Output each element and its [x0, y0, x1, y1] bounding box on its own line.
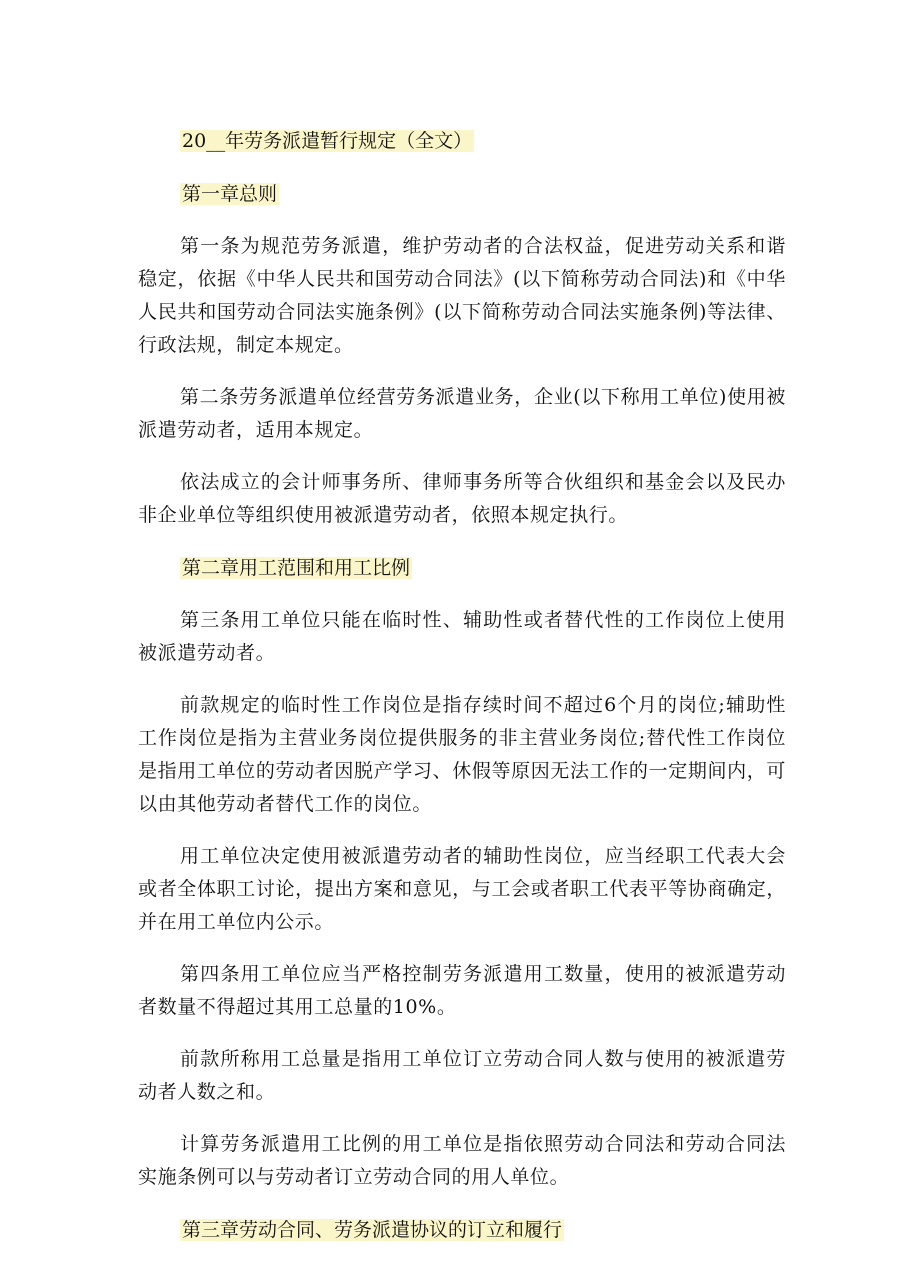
paragraph-article-4-total: 前款所称用工总量是指用工单位订立劳动合同人数与使用的被派遣劳动者人数之和。	[138, 1048, 786, 1103]
chapter-3-heading: 第三章劳动合同、劳务派遣协议的订立和履行	[182, 1219, 563, 1241]
paragraph-article-3-def: 前款规定的临时性工作岗位是指存续时间不超过6个月的岗位;辅助性工作岗位是指为主营业务岗位提供服务的非主营业务岗位;替代性工作岗位是指用工单位的劳动者因脱产学习、休假等原因无法工作的一定期间内，可以由其他劳动者替代工作的岗位。	[138, 694, 786, 815]
paragraph-article-1: 第一条为规范劳务派遣，维护劳动者的合法权益，促进劳动关系和谐稳定，依据《中华人民共和国劳动合同法》(以下简称劳动合同法)和《中华人民共和国劳动合同法实施条例》(以下简称劳动合同法实施条例)等法律、行政法规，制定本规定。	[138, 235, 786, 356]
document-title: 20__年劳务派遣暂行规定（全文）	[182, 130, 473, 152]
document-body	[138, 124, 786, 1266]
paragraph-article-2-cont: 依法成立的会计师事务所、律师事务所等合伙组织和基金会以及民办非企业单位等组织使用被派遣劳动者，依照本规定执行。	[138, 471, 786, 526]
paragraph-article-4-employer: 计算劳务派遣用工比例的用工单位是指依照劳动合同法和劳动合同法实施条例可以与劳动者订立劳动合同的用人单位。	[138, 1133, 786, 1188]
paragraph-article-2: 第二条劳务派遣单位经营劳务派遣业务，企业(以下称用工单位)使用被派遣劳动者，适用本规定。	[138, 386, 786, 441]
paragraph-article-3: 第三条用工单位只能在临时性、辅助性或者替代性的工作岗位上使用被派遣劳动者。	[138, 609, 786, 664]
paragraph-article-4: 第四条用工单位应当严格控制劳务派遣用工数量，使用的被派遣劳动者数量不得超过其用工总量的10%。	[138, 963, 786, 1018]
chapter-1-heading: 第一章总则	[182, 183, 278, 205]
chapter-2-heading: 第二章用工范围和用工比例	[182, 557, 411, 579]
paragraph-article-3-procedure: 用工单位决定使用被派遣劳动者的辅助性岗位，应当经职工代表大会或者全体职工讨论，提出方案和意见，与工会或者职工代表平等协商确定，并在用工单位内公示。	[138, 845, 786, 933]
